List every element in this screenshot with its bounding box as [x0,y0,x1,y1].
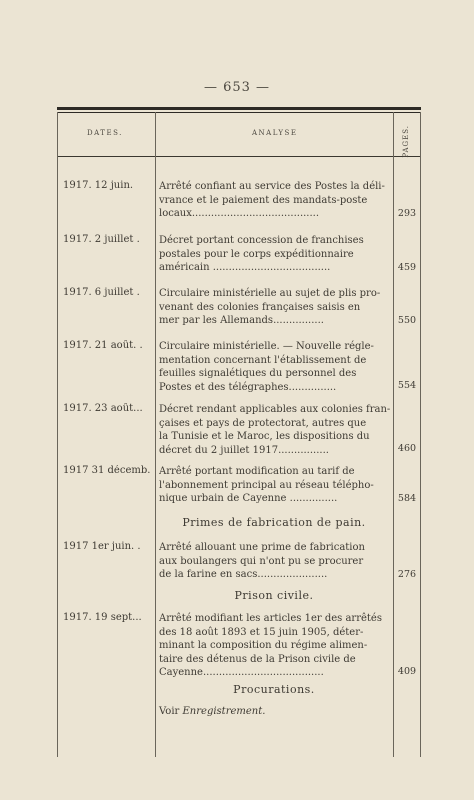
analysis-line: Circulaire ministérielle au sujet de plis pro- [159,288,381,299]
entry-analysis [159,465,391,506]
left-border [57,112,58,757]
entry-page: 554 [397,380,417,391]
entry-analysis [159,340,391,394]
analysis-line: Arrêté portant modification au tarif de [159,466,355,477]
analysis-line: de la farine en sacs...................... [159,569,328,580]
entry-date: 1917. 23 août... [63,403,143,414]
analysis-line: décret du 2 juillet 1917................ [159,444,329,456]
page-number: — 653 — [203,80,271,95]
analysis-line: la Tunisie et le Maroc, les dispositions du [159,431,370,442]
top-rule [57,107,421,110]
see-ref-target[interactable]: Enregistrement. [182,706,266,717]
entry-date: 1917 1er juin. . [63,541,141,552]
analysis-line: américain ..................................... [159,262,331,273]
section-heading: Prison civile. [234,589,314,602]
see-reference [159,706,389,717]
column-header-pages: PAGES. [402,125,410,158]
entry-analysis [159,541,391,582]
entry-date: 1917. 21 août. . [63,340,143,351]
analysis-line: Arrêté modifiant les articles 1er des arrêtés [159,613,382,624]
column-header-analyse: ANALYSE [252,129,298,137]
analysis-line: postales pour le corps expéditionnaire [159,248,354,260]
analysis-line: l'abonnement principal au réseau télépho- [159,479,374,491]
entry-analysis [159,403,391,457]
analysis-line: taire des détenus de la Prison civile de [159,653,356,665]
entry-analysis [159,287,391,328]
column-header-dates: DATES. [87,129,123,137]
analysis-line: mentation concernant l'établissement de [159,354,367,366]
analysis-line: Arrêté allouant une prime de fabrication [159,542,365,553]
entry-page: 584 [397,493,417,504]
see-ref-prefix: Voir [159,706,180,717]
right-border [420,112,421,757]
entry-page: 460 [397,443,417,454]
analysis-line: minant la composition du régime alimen- [159,640,368,651]
entry-analysis [159,234,391,275]
analysis-line: Cayenne...................................... [159,667,324,678]
pages-column-divider [393,112,394,757]
entry-page: 276 [397,569,417,580]
analysis-line: vrance et le paiement des mandats-poste [159,194,368,206]
entry-page: 409 [397,666,417,677]
analysis-line: locaux........................................ [159,208,320,219]
analysis-line: çaises et pays de protectorat, autres que [159,417,367,429]
index-table [57,107,421,757]
entry-page: 293 [397,208,417,219]
analysis-line: Circulaire ministérielle. — Nouvelle régle- [159,341,374,352]
entry-analysis [159,612,391,680]
entry-analysis [159,180,391,221]
analysis-line: Postes et des télégraphes............... [159,381,337,393]
entry-date: 1917 31 décemb. [63,465,151,476]
dates-column-divider [155,112,156,757]
entry-date: 1917. 19 sept... [63,612,142,623]
section-heading: Procurations. [233,683,315,696]
entry-page: 459 [397,262,417,273]
section-heading: Primes de fabrication de pain. [182,516,366,529]
header-rule [57,156,421,157]
top-rule-thin [57,112,421,113]
analysis-line: feuilles signalétiques du personnel des [159,368,357,379]
entry-date: 1917. 2 juillet . [63,234,140,245]
analysis-line: Décret rendant applicables aux colonies fran- [159,404,391,415]
entry-date: 1917. 6 juillet . [63,287,140,298]
analysis-line: Arrêté confiant au service des Postes la déli- [159,181,385,192]
analysis-line: aux boulangers qui n'ont pu se procurer [159,555,364,567]
analysis-line: nique urbain de Cayenne ............... [159,493,338,504]
entry-page: 550 [397,315,417,326]
analysis-line: venant des colonies françaises saisis en [159,301,361,313]
analysis-line: des 18 août 1893 et 15 juin 1905, déter- [159,626,364,638]
entry-date: 1917. 12 juin. [63,180,134,191]
analysis-line: mer par les Allemands................ [159,315,324,326]
analysis-line: Décret portant concession de franchises [159,235,364,246]
